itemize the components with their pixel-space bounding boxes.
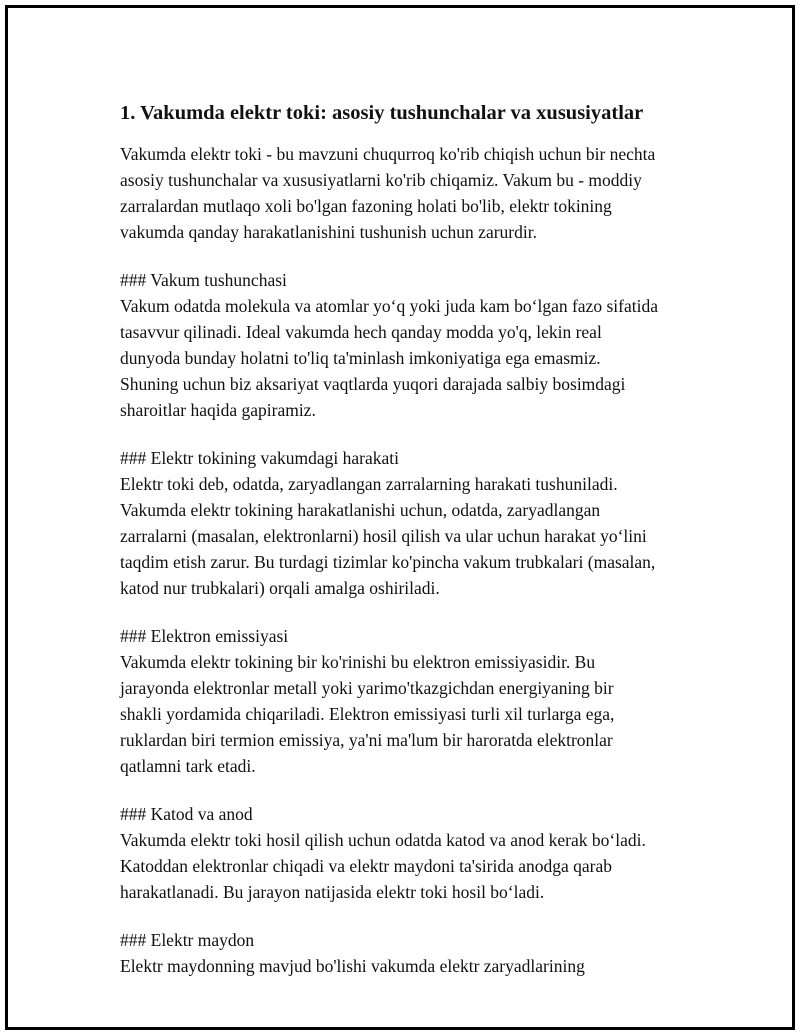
section-vakum-tushunchasi: ### Vakum tushunchasi Vakum odatda molekula va atomlar yo‘q yoki juda kam bo‘lgan fazo sifatida tasavvur qilinadi. Ideal vakumda hech qanday modda yo'q, lekin real dunyoda bunday holatni to'liq ta'minlash imkoniyatiga ega emasmiz. Shuning uchun biz aksariyat vaqtlarda yuqori darajada salbiy bosimdagi sharoitlar haqida gapiramiz. xyxy=(120,270,658,420)
section-elektron-emissiyasi: ### Elektron emissiyasi Vakumda elektr tokining bir ko'rinishi bu elektron emissiyasidir. Bu jarayonda elektronlar metall yoki yarimo'tkazgichdan energiyaning bir shakli yordamida chiqariladi. Elektron emissiyasi turli xil turlarga ega, ruklardan biri termion emissiya, ya'ni ma'lum bir haroratda elektronlar qatlamni tark etadi. xyxy=(120,626,615,776)
document-title: 1. Vakumda elektr toki: asosiy tushunchalar va xususiyatlar xyxy=(120,102,644,124)
page-frame xyxy=(5,5,795,1030)
document-body xyxy=(120,98,720,1001)
section-elektr-tokining-harakati: ### Elektr tokining vakumdagi harakati Elektr toki deb, odatda, zaryadlangan zarralarning harakati tushuniladi. Vakumda elektr tokining harakatlanishi uchun, odatda, zaryadlangan zarralarni (masalan, elektronlarni) hosil qilish va ular uchun harakat yo‘lini taqdim etish zarur. Bu turdagi tizimlar ko'pincha vakum trubkalari (masalan, katod nur trubkalari) orqali amalga oshiriladi. xyxy=(120,448,656,598)
section-elektr-maydon: ### Elektr maydon Elektr maydonning mavjud bo'lishi vakumda elektr zaryadlarining xyxy=(120,930,585,976)
intro-paragraph: Vakumda elektr toki - bu mavzuni chuqurroq ko'rib chiqish uchun bir nechta asosiy tushunchalar va xususiyatlarni ko'rib chiqamiz. Vakum bu - moddiy zarralardan mutlaqo xoli bo'lgan fazoning holati bo'lib, elektr tokining vakumda qanday harakatlanishini tushunish uchun zarurdir. xyxy=(120,144,656,242)
section-katod-va-anod: ### Katod va anod Vakumda elektr toki hosil qilish uchun odatda katod va anod kerak bo‘ladi. Katoddan elektronlar chiqadi va elektr maydoni ta'sirida anodga qarab harakatlanadi. Bu jarayon natijasida elektr toki hosil bo‘ladi. xyxy=(120,804,646,902)
